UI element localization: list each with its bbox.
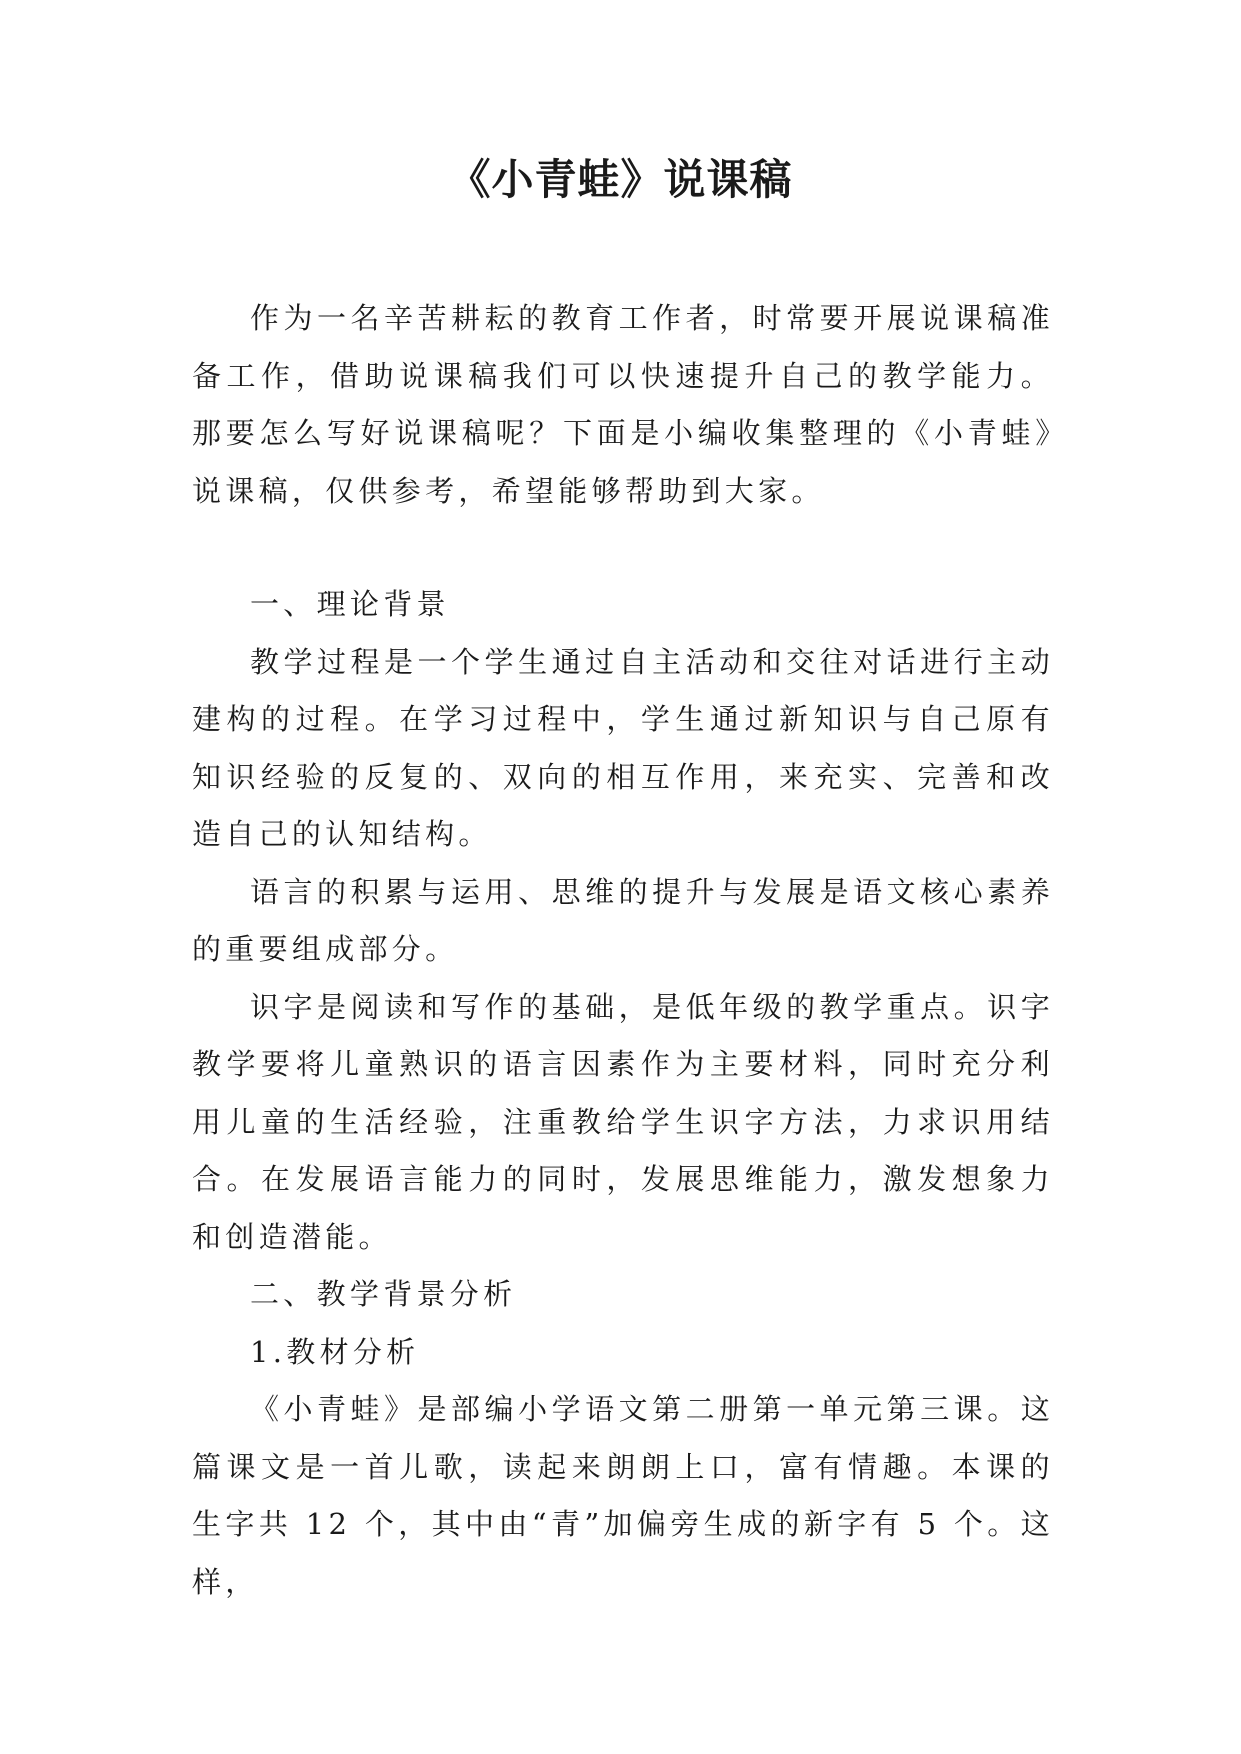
section-heading-theory: 一、理论背景: [250, 587, 450, 621]
theory-paragraph-2: 语言的积累与运用、思维的提升与发展是语文核心素养的重要组成部分。: [192, 874, 1054, 966]
textbook-paragraph-1: 《小青蛙》是部编小学语文第二册第一单元第三课。这篇课文是一首儿歌，读起来朗朗上口，富有情趣。本课的生字共 12 个，其中由“青”加偏旁生成的新字有 5 个。这样，: [192, 1392, 1054, 1599]
subsection-heading-textbook: 1.教材分析: [250, 1334, 420, 1369]
document-body: [192, 290, 1054, 1611]
theory-paragraph-3: 识字是阅读和写作的基础，是低年级的教学重点。识字教学要将儿童熟识的语言因素作为主要材料，同时充分利用儿童的生活经验，注重教给学生识字方法，力求识用结合。在发展语言能力的同时，发展思维能力，激发想象力和创造潜能。: [192, 989, 1054, 1254]
document-title: 《小青蛙》说课稿: [448, 155, 793, 204]
section-heading-background: 二、教学背景分析: [250, 1277, 517, 1311]
intro-paragraph: 作为一名辛苦耕耘的教育工作者，时常要开展说课稿准备工作，借助说课稿我们可以快速提升自己的教学能力。那要怎么写好说课稿呢？下面是小编收集整理的《小青蛙》说课稿，仅供参考，希望能够帮助到大家。: [192, 301, 1054, 508]
theory-paragraph-1: 教学过程是一个学生通过自主活动和交往对话进行主动建构的过程。在学习过程中，学生通过新知识与自己原有知识经验的反复的、双向的相互作用，来充实、完善和改造自己的认知结构。: [192, 644, 1054, 851]
